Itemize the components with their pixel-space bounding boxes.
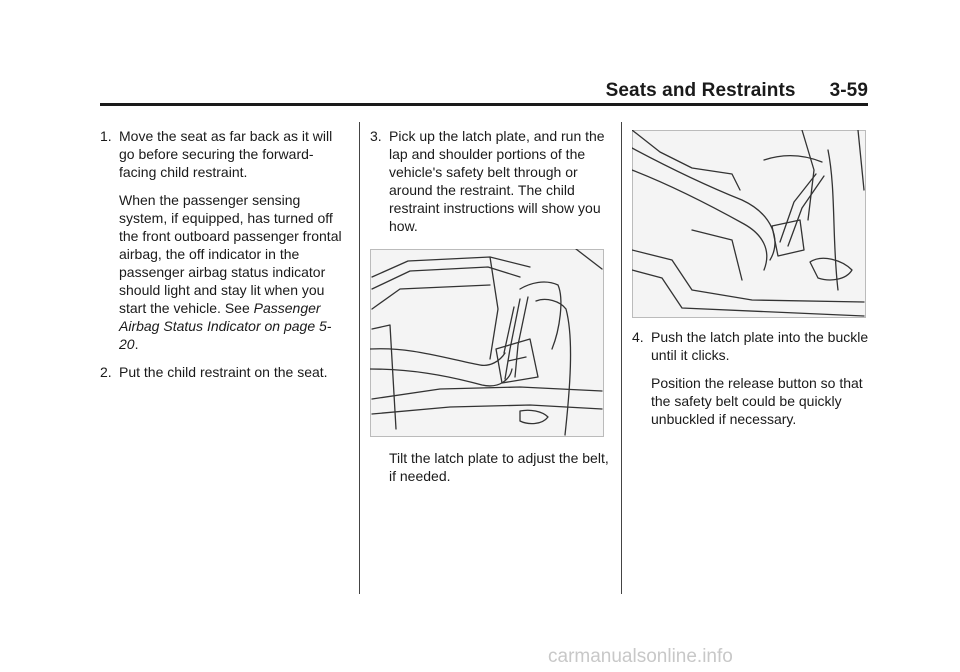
watermark: carmanualsonline.info — [548, 646, 733, 667]
cross-reference-link[interactable]: Passenger Airbag Status Indicator on page 5-20 — [119, 300, 332, 352]
step-text: Move the seat as far back as it will go before securing the forward-facing child restraint. — [119, 128, 333, 180]
figure-caption: Tilt the latch plate to adjust the belt, if needed. — [389, 450, 609, 484]
page-number: 3-59 — [829, 80, 868, 101]
step-1 — [100, 127, 348, 181]
column-2 — [370, 127, 610, 485]
section-title: Seats and Restraints — [605, 80, 796, 101]
column-divider-2 — [621, 122, 622, 594]
paragraph-release-note: Position the release button so that the safety belt could be quickly unbuckled if necessary. — [651, 375, 863, 427]
header-rule — [100, 103, 868, 106]
step-4 — [632, 328, 872, 364]
latch-plate-buckle-illustration — [632, 130, 866, 318]
paragraph-airbag-note — [100, 191, 348, 353]
column-1 — [100, 127, 348, 381]
step-2 — [100, 363, 348, 381]
paragraph-end: . — [134, 336, 139, 352]
column-divider-1 — [359, 122, 360, 594]
step-text: Push the latch plate into the buckle until it clicks. — [651, 329, 869, 363]
step-text: Pick up the latch plate, and run the lap and shoulder portions of the vehicle's safety belt through or around the restraint. The child restraint instructions will show you how. — [389, 128, 605, 234]
step-text: Put the child restraint on the seat. — [119, 364, 328, 380]
step-number: 1. — [100, 128, 112, 144]
step-number: 2. — [100, 364, 112, 380]
column-3 — [632, 127, 872, 428]
step-number: 3. — [370, 128, 382, 144]
step-number: 4. — [632, 329, 644, 345]
latch-plate-tilt-illustration — [370, 249, 604, 437]
paragraph-text: When the passenger sensing system, if equipped, has turned off the front outboard passenger frontal airbag, the off indicator in the passenger airbag status indicator should light and stay lit when you start the vehicle. See — [119, 192, 342, 316]
step-3 — [370, 127, 610, 235]
